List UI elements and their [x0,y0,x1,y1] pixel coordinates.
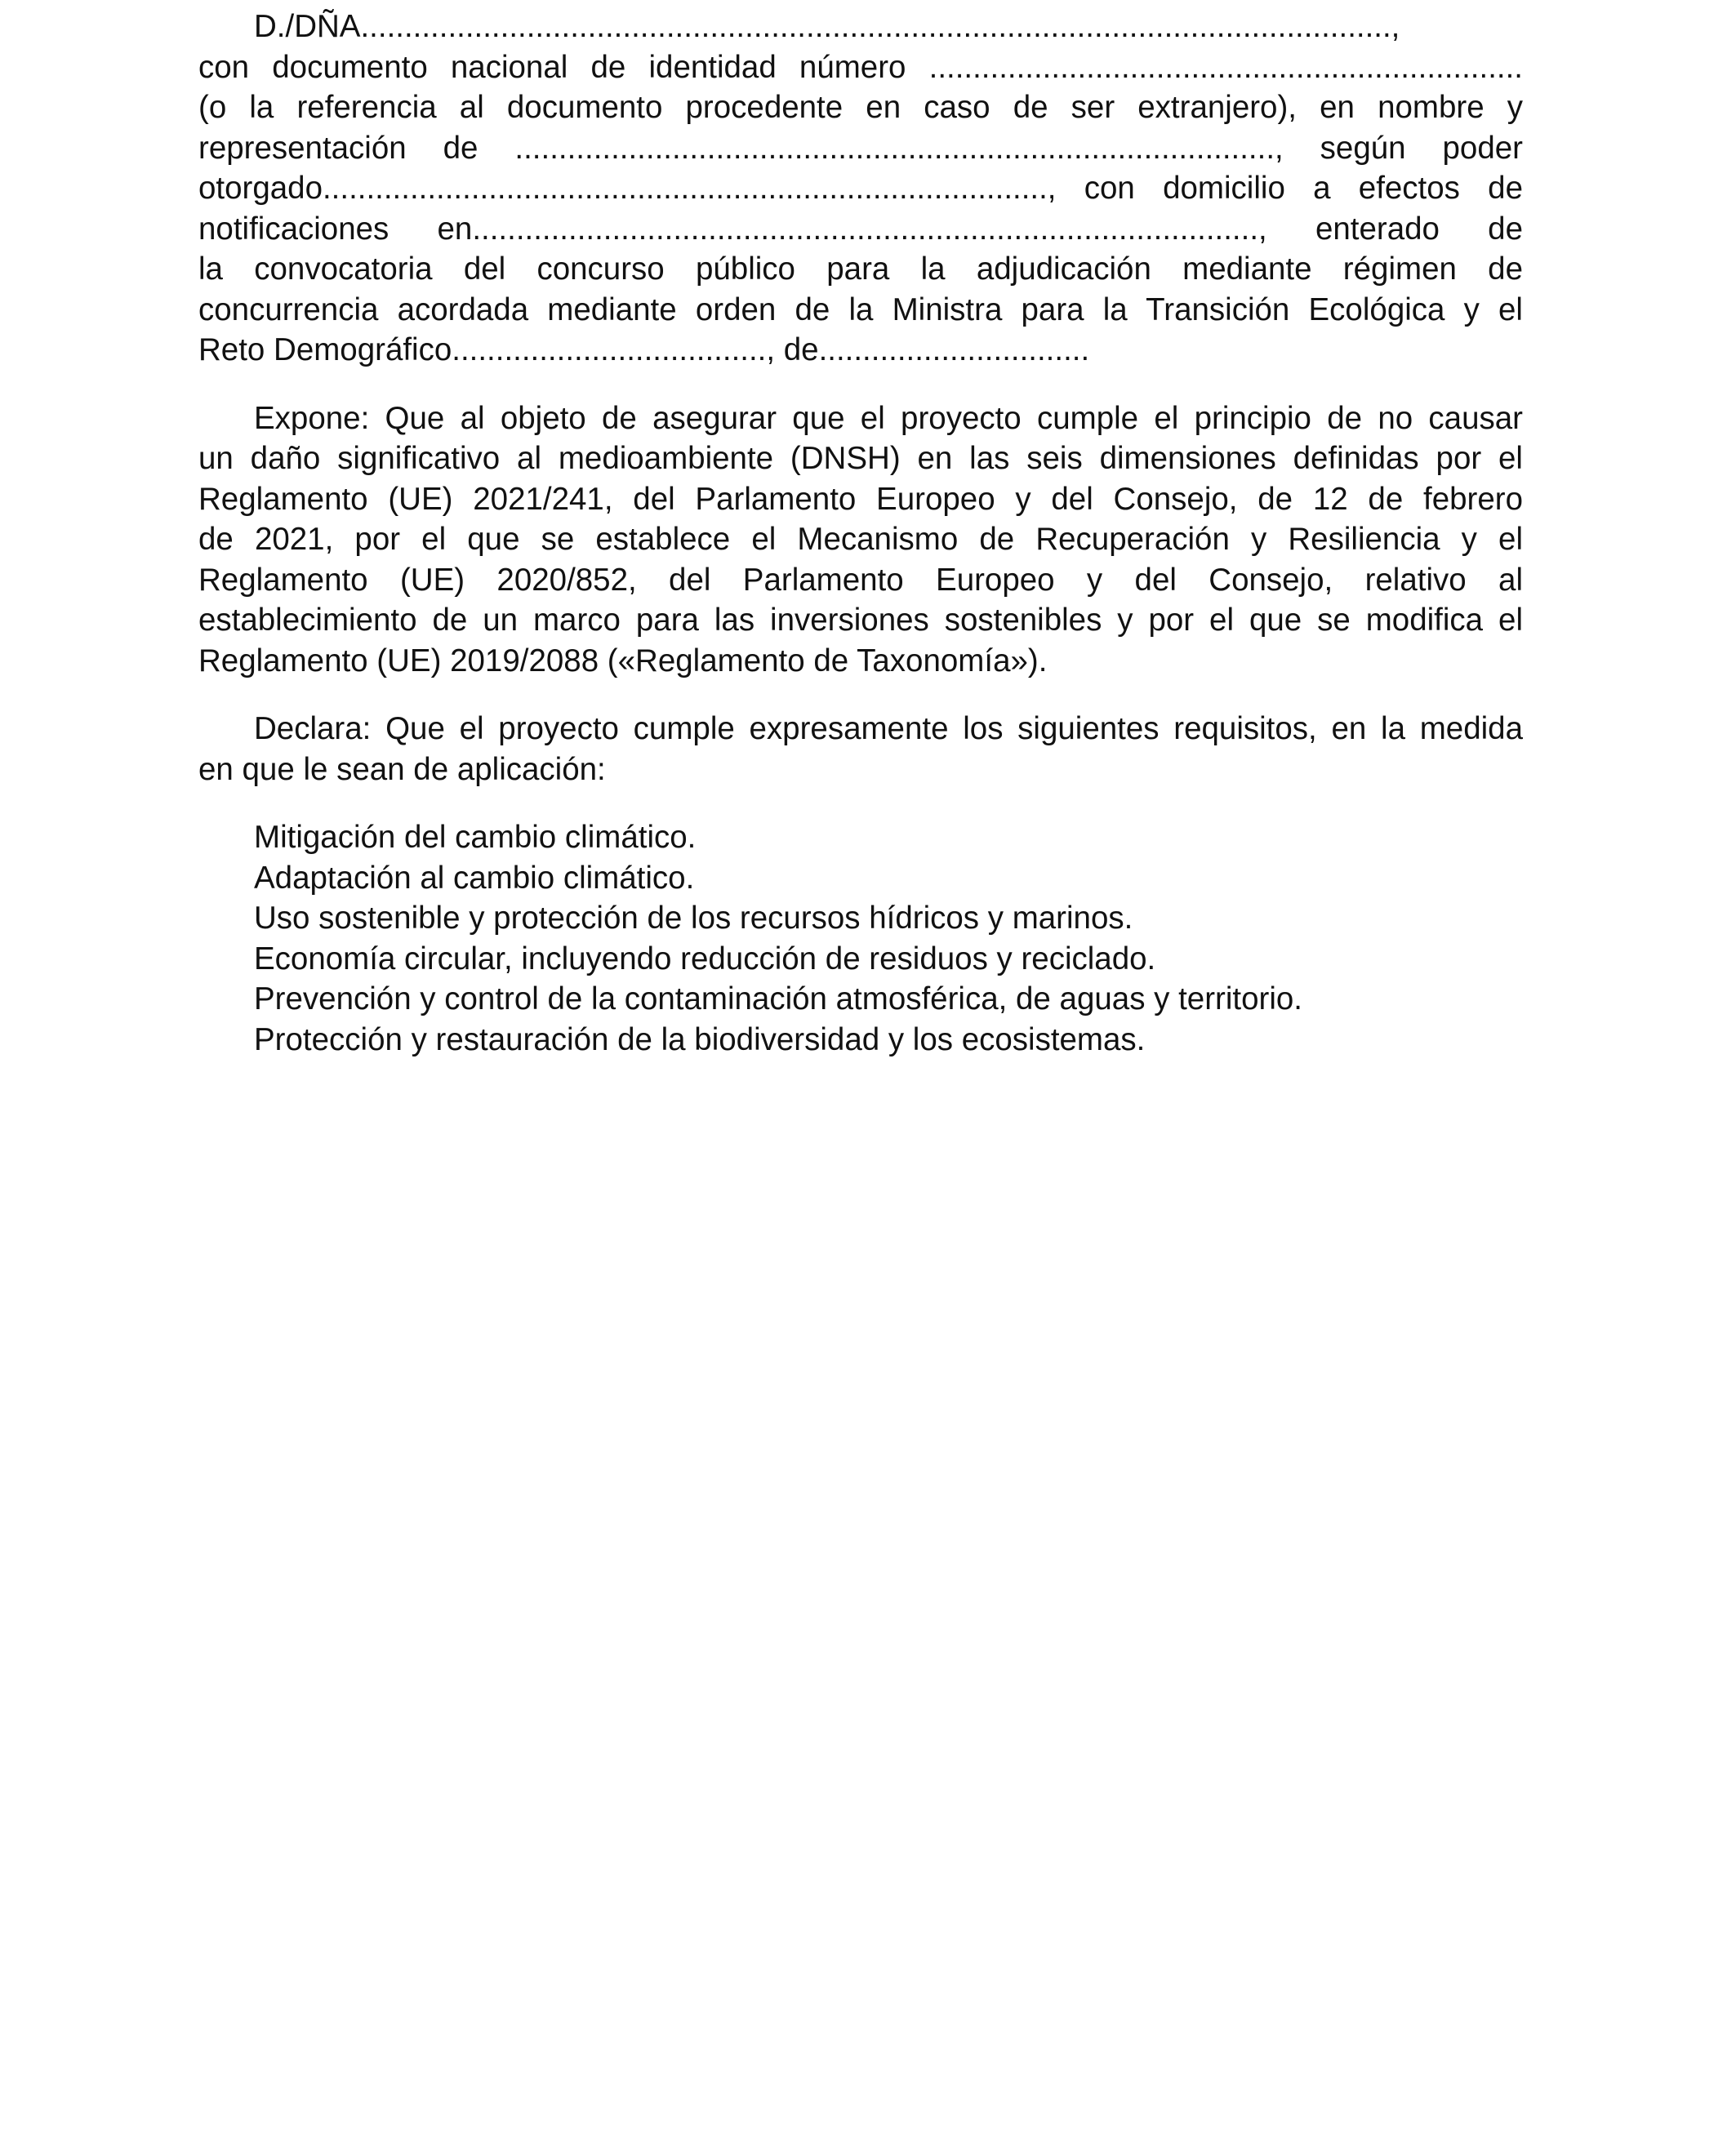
paragraph-gap [198,790,1523,817]
intro-line: con documento nacional de identidad número .................................................................... [198,49,1523,85]
requisito-item: Protección y restauración de la biodiversidad y los ecosistemas. [254,1021,1146,1057]
expone-line: Expone: Que al objeto de asegurar que el proyecto cumple el principio de no causar [254,400,1523,436]
requisito-item: Prevención y control de la contaminación atmosférica, de aguas y territorio. [254,981,1302,1016]
intro-line: representación de ......................................................................................., según poder [198,130,1523,166]
paragraph-gap [198,681,1523,709]
paragraph-gap [198,371,1523,398]
requisito-item: Economía circular, incluyendo reducción de residuos y reciclado. [254,941,1156,976]
intro-line: la convocatoria del concurso público para la adjudicación mediante régimen de [198,251,1523,287]
expone-line: Reglamento (UE) 2020/852, del Parlamento Europeo y del Consejo, relativo al [198,562,1523,598]
expone-line: establecimiento de un marco para las inversiones sostenibles y por el que se modifica el [198,603,1523,638]
expone-paragraph [198,398,1523,682]
intro-line: (o la referencia al documento procedente en caso de ser extranjero), en nombre y [198,90,1523,125]
expone-line: Reglamento (UE) 2019/2088 («Reglamento de Taxonomía»). [198,643,1048,678]
intro-paragraph [198,7,1523,371]
expone-line: de 2021, por el que se establece el Mecanismo de Recuperación y Resiliencia y el [198,522,1523,557]
declara-paragraph [198,709,1523,790]
expone-line: Reglamento (UE) 2021/241, del Parlamento Europeo y del Consejo, de 12 de febrero [198,481,1523,517]
intro-line: notificaciones en.........................................................................................., enterado de [198,211,1523,247]
declara-line: Declara: Que el proyecto cumple expresamente los siguientes requisitos, en la medida [254,711,1523,746]
requisitos-list [198,817,1523,1060]
intro-line: concurrencia acordada mediante orden de la Ministra para la Transición Ecológica y el [198,291,1523,327]
requisito-item: Mitigación del cambio climático. [254,820,697,855]
expone-line: un daño significativo al medioambiente (DNSH) en las seis dimensiones definidas por el [198,441,1523,476]
requisito-item: Adaptación al cambio climático. [254,860,695,896]
intro-line: Reto Demográfico...................................., de............................... [198,332,1090,367]
intro-line: otorgado..................................................................................., con domicilio a efectos de [198,171,1523,206]
document-page [198,7,1523,1060]
declara-line: en que le sean de aplicación: [198,751,606,787]
intro-line: D./DÑA......................................................................................................................, [254,9,1400,44]
requisito-item: Uso sostenible y protección de los recursos hídricos y marinos. [254,901,1133,936]
